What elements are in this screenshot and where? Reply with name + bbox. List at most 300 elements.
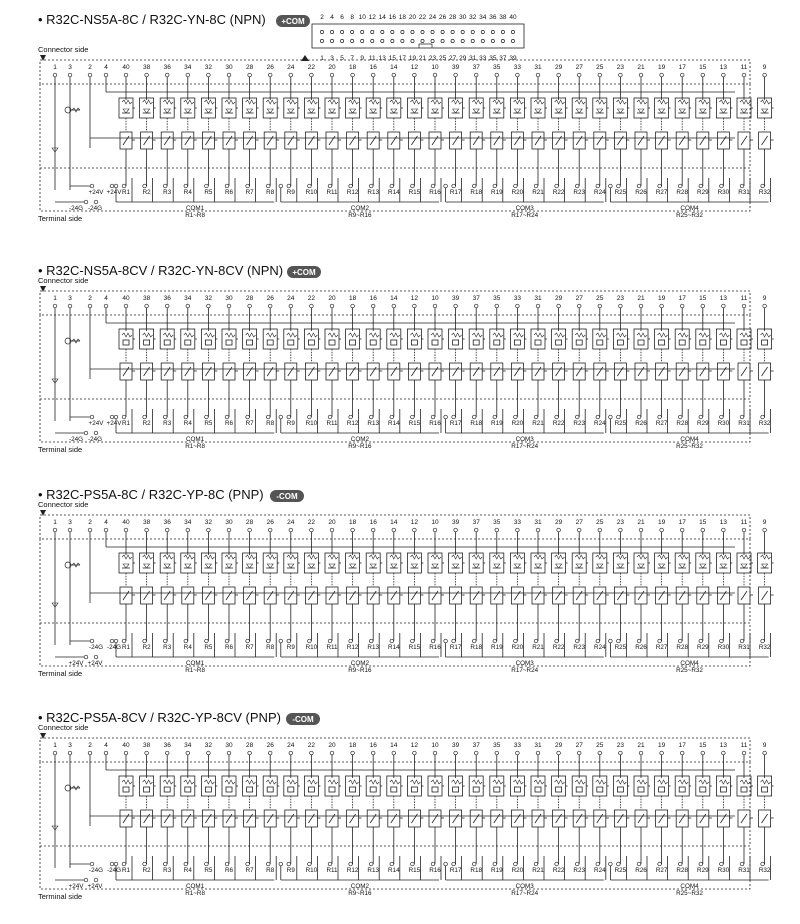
relay-pin-label: 24 <box>287 64 295 71</box>
varistor-icon <box>638 787 644 792</box>
relay-pin-label: 9 <box>762 295 767 302</box>
contact-switch <box>185 367 191 376</box>
com-terminal <box>444 184 448 188</box>
coil-icon <box>740 555 750 559</box>
coil-icon <box>513 780 523 784</box>
relay <box>449 98 465 149</box>
relay <box>346 776 362 827</box>
relay-body <box>510 329 524 349</box>
coil-icon <box>184 780 194 784</box>
connector-side-label: Connector side <box>38 723 89 732</box>
coil-icon <box>369 780 379 784</box>
contact-switch <box>288 367 294 376</box>
relay-pin-label: 36 <box>163 64 171 71</box>
connector-body <box>312 24 524 48</box>
relay-terminal-label: R32 <box>758 644 771 651</box>
coil-icon <box>472 333 482 337</box>
coil-icon <box>390 555 400 559</box>
connector-pin-label: 31 <box>469 55 477 62</box>
relay-pin-terminal <box>742 528 746 532</box>
relay-pin-terminal <box>310 528 314 532</box>
relay-terminal-label: R6 <box>224 420 234 427</box>
diode-icon <box>700 564 706 568</box>
contact-switch <box>308 136 314 145</box>
relay-pin-label: 39 <box>451 295 460 302</box>
relay-pin-label: 10 <box>431 742 439 749</box>
relay-pin-terminal <box>165 304 169 308</box>
contact-switch <box>473 136 479 145</box>
relay-terminal-label: R21 <box>532 644 544 651</box>
contact-switch <box>205 136 211 145</box>
varistor-icon <box>576 787 582 792</box>
relay-terminal <box>246 639 250 643</box>
relay-body <box>387 776 401 796</box>
relay-pin-terminal <box>495 304 499 308</box>
relay-pin-terminal <box>639 73 643 77</box>
relay <box>716 553 732 604</box>
power-terminal <box>94 431 98 435</box>
relay-terminal <box>555 184 559 188</box>
varistor-icon <box>432 340 438 345</box>
relay-terminal <box>143 862 147 866</box>
coil-icon <box>452 100 462 104</box>
relay-terminal <box>596 862 600 866</box>
contact-switch <box>370 367 376 376</box>
com-badge <box>287 266 321 278</box>
relay-terminal <box>617 415 621 419</box>
relay-body <box>407 98 421 118</box>
contact-switch <box>741 591 747 600</box>
relay-body <box>675 553 689 573</box>
left-pin-terminal <box>53 73 57 77</box>
varistor-icon <box>741 340 747 345</box>
varistor-icon <box>288 787 294 792</box>
relay-terminal <box>472 862 476 866</box>
relay-body <box>243 553 257 573</box>
relay-body <box>284 98 298 118</box>
connector-pin-label: 28 <box>449 14 457 21</box>
connector-pin-label: 18 <box>398 14 407 21</box>
contact-switch <box>535 367 541 376</box>
relay-pin-terminal <box>619 751 623 755</box>
relay-terminal-label: R18 <box>470 420 482 427</box>
relay-body <box>119 98 133 118</box>
connector-pin <box>401 30 404 33</box>
relay-pin-label: 26 <box>266 295 274 302</box>
relay <box>428 329 444 380</box>
contact-switch <box>288 136 294 145</box>
diode-icon <box>514 109 520 113</box>
relay-pin-label: 19 <box>657 742 666 749</box>
relay <box>263 553 279 604</box>
relay-terminal <box>534 184 538 188</box>
relay-terminal-label: R31 <box>738 189 750 196</box>
power-label: +24V <box>106 189 122 196</box>
varistor-icon <box>350 787 356 792</box>
connector-pin-label: 15 <box>388 55 396 62</box>
com-badge <box>270 490 304 502</box>
relay-body <box>737 776 751 796</box>
contact-switch <box>679 591 685 600</box>
connector-pin <box>411 30 414 33</box>
com-group-name: COM3 <box>515 883 534 890</box>
relay-terminal-label: R25 <box>614 867 627 874</box>
contact-switch <box>370 591 376 600</box>
contact-switch <box>700 591 706 600</box>
relay-terminal-label: R29 <box>697 867 709 874</box>
contact-switch <box>267 136 273 145</box>
relay-terminal <box>349 415 353 419</box>
relay-pin-label: 14 <box>390 295 398 302</box>
coil-icon <box>658 780 668 784</box>
contact-switch <box>267 591 273 600</box>
relay-terminal-label: R19 <box>491 867 503 874</box>
relay-terminal <box>699 415 703 419</box>
relay-pin-terminal <box>310 73 314 77</box>
diode-icon <box>597 564 603 568</box>
relay-terminal <box>678 639 682 643</box>
relay-terminal <box>328 415 332 419</box>
coil-icon <box>493 780 503 784</box>
relay-body <box>613 553 627 573</box>
relay-terminal-label: R28 <box>676 644 688 651</box>
relay <box>675 553 691 604</box>
relay-body <box>119 553 133 573</box>
relay-terminal <box>308 415 312 419</box>
relay-pin-label: 29 <box>554 742 563 749</box>
coil-icon <box>493 555 503 559</box>
relay-terminal <box>575 862 579 866</box>
relay <box>593 98 609 149</box>
relay-terminal <box>205 639 209 643</box>
power-label: +24V <box>68 660 84 667</box>
relay-body <box>531 98 545 118</box>
relay-terminal <box>287 184 291 188</box>
relay-body <box>428 776 442 796</box>
relay <box>387 553 403 604</box>
relay-pin-terminal <box>371 304 375 308</box>
relay-terminal-label: R13 <box>367 644 379 651</box>
relay-terminal-label: R31 <box>738 420 750 427</box>
relay-terminal-label: R16 <box>429 189 441 196</box>
connector-pin-label: 39 <box>509 55 517 62</box>
contact-switch <box>556 591 562 600</box>
coil-icon <box>493 333 503 337</box>
diode-icon <box>720 564 726 568</box>
contact-switch <box>617 814 623 823</box>
coil-icon <box>410 100 420 104</box>
contact-switch <box>185 814 191 823</box>
relay-pin-label: 35 <box>493 295 501 302</box>
varistor-icon <box>205 340 211 345</box>
contact-switch <box>247 591 253 600</box>
coil-icon <box>431 333 441 337</box>
relay-terminal <box>287 415 291 419</box>
relay-pin-label: 15 <box>699 519 707 526</box>
relay-terminal-label: R7 <box>245 867 254 874</box>
relay-terminal <box>122 862 126 866</box>
com-group-name: COM4 <box>680 436 699 443</box>
coil-icon <box>204 780 214 784</box>
left-pin-terminal <box>88 73 92 77</box>
relay-terminal <box>122 184 126 188</box>
relay-pin-label: 20 <box>328 64 336 71</box>
power-label: -24G <box>69 436 83 443</box>
relay-pin-terminal <box>722 73 726 77</box>
diode-icon <box>720 109 726 113</box>
relay-pin-terminal <box>557 751 561 755</box>
relay-terminal-label: R25 <box>614 189 627 196</box>
relay <box>201 553 217 604</box>
com-group-name: COM2 <box>350 883 370 890</box>
com-group-name: COM1 <box>185 436 205 443</box>
relay-pin-terminal <box>516 73 520 77</box>
connector-pin <box>451 39 454 42</box>
relay-pin-label: 36 <box>163 742 171 749</box>
relay-terminal-label: R30 <box>717 189 730 196</box>
relay <box>531 553 547 604</box>
varistor-icon <box>144 787 150 792</box>
relay-terminal-label: R22 <box>552 420 565 427</box>
relay-pin-label: 33 <box>513 295 522 302</box>
relay-pin-terminal <box>474 73 478 77</box>
relay-pin-label: 19 <box>657 519 666 526</box>
relay-terminal-label: R28 <box>676 867 688 874</box>
relay-body <box>593 776 607 796</box>
relay-terminal <box>266 184 270 188</box>
relay-terminal-label: R25 <box>614 644 627 651</box>
relay-pin-terminal <box>289 528 293 532</box>
diode-icon <box>350 109 356 113</box>
contact-switch <box>267 367 273 376</box>
relay <box>572 553 588 604</box>
coil-icon <box>390 100 400 104</box>
relay <box>675 329 691 380</box>
relay-body <box>490 776 504 796</box>
connector-pin <box>381 30 384 33</box>
relay-body <box>593 553 607 573</box>
relay-terminal-label: R27 <box>655 644 668 651</box>
relay-pin-terminal <box>701 751 705 755</box>
relay <box>510 98 526 149</box>
power-label: +24V <box>88 189 104 196</box>
relay-terminal-label: R22 <box>552 644 565 651</box>
relay-pin-terminal <box>598 528 602 532</box>
left-pin-label: 3 <box>68 295 72 302</box>
relay-terminal <box>596 184 600 188</box>
com-group-range: R17~R24 <box>511 212 539 219</box>
relay-pin-label: 37 <box>472 742 480 749</box>
relay-body <box>428 553 442 573</box>
connector-pin-label: 7 <box>350 55 354 62</box>
relay-pin-terminal <box>227 73 231 77</box>
power-label: -24G <box>88 436 102 443</box>
diode-icon <box>473 564 479 568</box>
varistor-icon <box>679 340 685 345</box>
relay-pin-terminal <box>474 304 478 308</box>
relay-terminal <box>246 415 250 419</box>
coil-icon <box>410 780 420 784</box>
contact-switch <box>123 136 129 145</box>
relay-pin-label: 24 <box>287 742 295 749</box>
relay-pin-terminal <box>660 73 664 77</box>
relay-pin-terminal <box>454 73 458 77</box>
relay <box>366 776 382 827</box>
relay-terminal-label: R24 <box>594 420 606 427</box>
diode-icon <box>205 109 211 113</box>
relay-terminal <box>740 862 744 866</box>
relay-terminal-label: R4 <box>183 189 192 196</box>
varistor-icon <box>391 340 397 345</box>
coil-icon <box>452 780 462 784</box>
relay-terminal-label: R2 <box>142 420 151 427</box>
relay <box>325 776 341 827</box>
com-terminal <box>279 639 283 643</box>
relay-body <box>613 329 627 349</box>
relay-terminal <box>328 184 332 188</box>
relay <box>119 98 135 149</box>
relay-terminal-label: R23 <box>573 189 585 196</box>
contact-switch <box>659 591 665 600</box>
varistor-icon <box>247 787 253 792</box>
coil-icon <box>719 100 729 104</box>
diode-icon <box>617 109 623 113</box>
contact-switch <box>144 591 150 600</box>
relay-pin-terminal <box>124 751 128 755</box>
com-terminal <box>609 415 613 419</box>
varistor-icon <box>556 340 562 345</box>
coil-icon <box>452 333 462 337</box>
varistor-icon <box>123 340 129 345</box>
relay-terminal-label: R30 <box>717 867 730 874</box>
diode-icon <box>638 109 644 113</box>
diode-icon <box>741 109 747 113</box>
connector-pin-label: 25 <box>438 55 447 62</box>
varistor-icon <box>370 340 376 345</box>
diode-icon <box>288 109 294 113</box>
contact-switch <box>700 136 706 145</box>
varistor-icon <box>164 787 170 792</box>
relay-pin-label: 23 <box>616 64 625 71</box>
coil-icon <box>246 100 256 104</box>
relay-body <box>737 329 751 349</box>
coil-icon <box>575 333 585 337</box>
diode-icon <box>535 109 541 113</box>
relay-terminal <box>246 862 250 866</box>
relay <box>325 553 341 604</box>
coil-icon <box>184 555 194 559</box>
connector-pin-label: 27 <box>449 55 457 62</box>
relay-pin-terminal <box>577 528 581 532</box>
relay <box>469 98 485 149</box>
relay <box>469 776 485 827</box>
com-terminal <box>609 639 613 643</box>
relay-pin-label: 23 <box>616 742 625 749</box>
relay-pin-terminal <box>186 304 190 308</box>
varistor-icon <box>308 340 314 345</box>
relay-pin-label: 36 <box>163 519 171 526</box>
contact-switch <box>453 367 459 376</box>
relay-body <box>469 553 483 573</box>
relay <box>572 329 588 380</box>
power-terminal <box>84 878 88 882</box>
relay-pin-label: 28 <box>245 295 254 302</box>
relay-body <box>222 553 236 573</box>
relay-terminal-label: R24 <box>594 189 606 196</box>
varistor-icon <box>185 787 191 792</box>
relay-terminal <box>534 639 538 643</box>
diode-icon <box>247 564 253 568</box>
power-label: -24G <box>69 205 83 212</box>
relay <box>181 329 197 380</box>
relay-terminal <box>658 184 662 188</box>
connector-pin-label: 35 <box>489 55 497 62</box>
relay-pin-terminal <box>557 73 561 77</box>
relay-terminal <box>143 184 147 188</box>
relay-pin-terminal <box>371 73 375 77</box>
relay-terminal <box>472 639 476 643</box>
terminal-side-label: Terminal side <box>38 669 83 678</box>
power-label: +24V <box>88 420 104 427</box>
coil-icon <box>678 555 688 559</box>
varistor-icon <box>288 340 294 345</box>
com-group-range: R1~R8 <box>185 667 205 674</box>
relay-pin-label: 38 <box>142 742 151 749</box>
coil-icon <box>328 333 338 337</box>
relay-body <box>552 329 566 349</box>
coil-icon <box>699 100 709 104</box>
relay <box>140 553 156 604</box>
coil-icon <box>349 555 359 559</box>
left-pin-terminal <box>68 304 72 308</box>
com-terminal <box>609 184 613 188</box>
coil-icon <box>307 780 317 784</box>
coil-icon <box>761 100 771 104</box>
relay-terminal <box>369 639 373 643</box>
contact-switch <box>638 367 644 376</box>
contact-switch <box>679 136 685 145</box>
relay-pin-terminal <box>742 73 746 77</box>
relay-terminal <box>431 639 435 643</box>
relay-body <box>201 776 215 796</box>
relay-body <box>140 329 154 349</box>
varistor-icon <box>329 340 335 345</box>
relay-terminal <box>514 415 518 419</box>
relay <box>655 553 671 604</box>
relay <box>263 329 279 380</box>
connector-pin <box>351 30 354 33</box>
contact-switch <box>720 814 726 823</box>
relay-pin-terminal <box>763 304 767 308</box>
contact-switch <box>164 136 170 145</box>
contact-switch <box>144 367 150 376</box>
relay-pin-label: 40 <box>122 519 130 526</box>
relay-pin-terminal <box>289 73 293 77</box>
relay-body <box>490 98 504 118</box>
contact-switch <box>659 367 665 376</box>
relay-pin-label: 26 <box>266 64 274 71</box>
relay-pin-label: 16 <box>369 742 377 749</box>
varistor-icon <box>226 787 232 792</box>
relay-pin-terminal <box>165 73 169 77</box>
relay-pin-terminal <box>536 528 540 532</box>
varistor-icon <box>720 340 726 345</box>
relay-body <box>243 98 257 118</box>
relay-terminal <box>514 184 518 188</box>
connector-pin <box>491 39 494 42</box>
connector-pin-label: 12 <box>368 14 376 21</box>
com-group-range: R17~R24 <box>511 667 539 674</box>
